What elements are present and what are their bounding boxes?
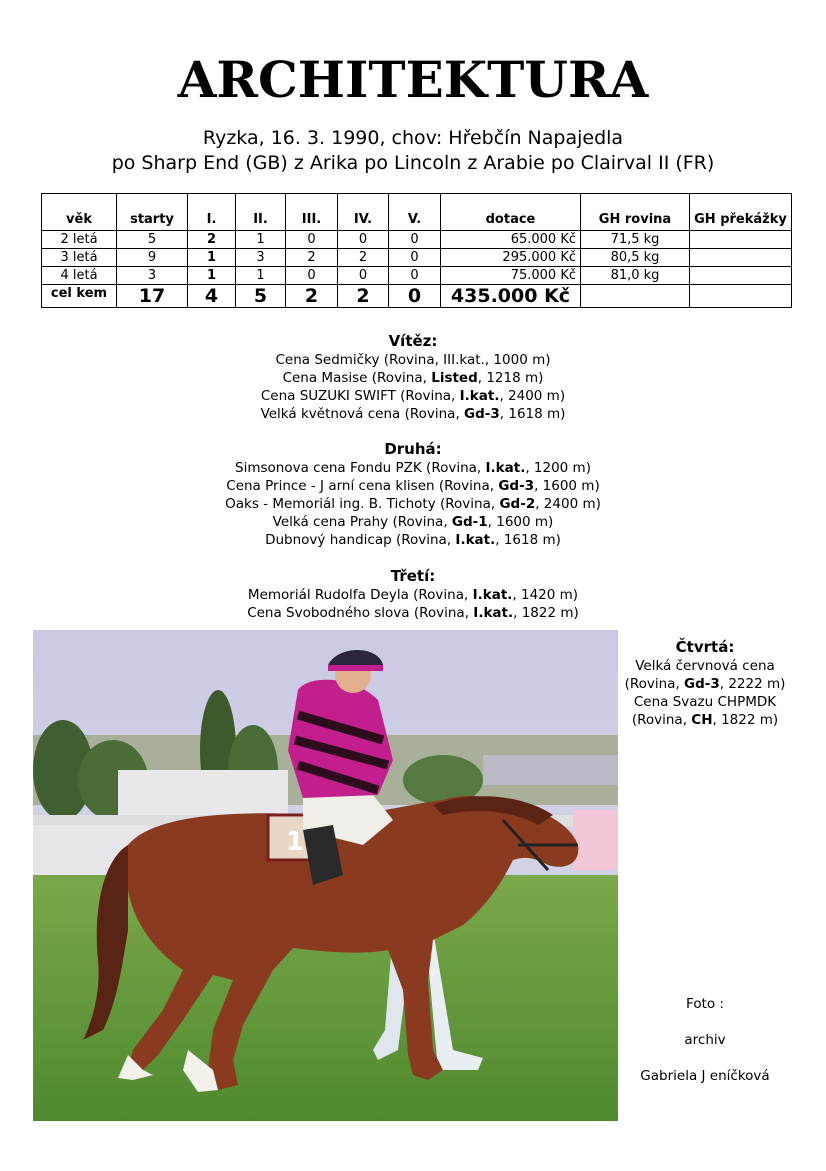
table-row [42, 231, 792, 249]
cell-first: 1 [188, 249, 236, 267]
total-starts: 17 [117, 285, 188, 308]
list-item: Dubnový handicap (Rovina, I.kat., 1618 m) [265, 532, 561, 548]
list-item: Memoriál Rudolfa Deyla (Rovina, I.kat., 1420 m) [247, 587, 579, 603]
list-item: Oaks - Memoriál ing. B. Tichoty (Rovina, Gd-2, 2400 m) [225, 496, 601, 512]
header-fourth: IV. [338, 194, 389, 231]
cell-fifth: 0 [389, 267, 441, 285]
cell-age: 4 letá [42, 267, 117, 285]
cell-prize: 75.000 Kč [441, 267, 581, 285]
second-heading: Druhá: [384, 440, 442, 458]
cell-prize: 295.000 Kč [441, 249, 581, 267]
total-prize: 435.000 Kč [441, 285, 581, 308]
cell-age: 3 letá [42, 249, 117, 267]
fourth-places-section [618, 637, 792, 729]
list-item: (Rovina, CH, 1822 m) [631, 712, 779, 728]
table-row [42, 267, 792, 285]
list-item: Simsonova cena Fondu PZK (Rovina, I.kat., 1200 m) [235, 460, 591, 476]
cell-first: 2 [188, 231, 236, 249]
header-fifth: V. [389, 194, 441, 231]
total-third: 2 [286, 285, 338, 308]
photo-credit-author: Gabriela J eníčková [640, 1068, 770, 1084]
list-item: Velká červnová cena [635, 658, 775, 674]
race-statistics-table [41, 193, 792, 308]
header-gh-jump: GH překážky [690, 194, 792, 231]
total-label: cel kem [42, 285, 117, 308]
table-total-row [42, 285, 792, 308]
cell-fifth: 0 [389, 249, 441, 267]
cell-third: 2 [286, 249, 338, 267]
list-item: Velká cena Prahy (Rovina, Gd-1, 1600 m) [272, 514, 554, 530]
photo-credit-source: archiv [684, 1032, 726, 1048]
horse-pedigree: po Sharp End (GB) z Arika po Lincoln z Arabie po Clairval II (FR) [111, 152, 715, 174]
list-item: Cena Svazu CHPMDK [633, 694, 777, 710]
saddle-cloth-number: 1 [285, 827, 305, 857]
fourth-heading: Čtvrtá: [675, 638, 735, 656]
table-header-row [42, 194, 792, 231]
total-gh-flat [581, 285, 690, 308]
cell-starts: 3 [117, 267, 188, 285]
header-second: II. [236, 194, 286, 231]
cell-third: 0 [286, 267, 338, 285]
total-first: 4 [188, 285, 236, 308]
cell-gh-jump [690, 267, 792, 285]
cell-third: 0 [286, 231, 338, 249]
cell-second: 3 [236, 249, 286, 267]
header-age: věk [42, 194, 117, 231]
list-item: Cena Masise (Rovina, Listed, 1218 m) [282, 370, 544, 386]
third-heading: Třetí: [390, 567, 436, 585]
photo-credit-label: Foto : [686, 996, 724, 1012]
wins-section [0, 331, 826, 423]
table-row [42, 249, 792, 267]
list-item: Cena Prince - J arní cena klisen (Rovina, Gd-3, 1600 m) [226, 478, 600, 494]
cell-fourth: 0 [338, 231, 389, 249]
cell-starts: 5 [117, 231, 188, 249]
header-prize: dotace [441, 194, 581, 231]
list-item: (Rovina, Gd-3, 2222 m) [624, 676, 786, 692]
cell-fifth: 0 [389, 231, 441, 249]
horse-name-title: ARCHITEKTURA [177, 50, 649, 109]
header-gh-flat: GH rovina [581, 194, 690, 231]
cell-second: 1 [236, 267, 286, 285]
cell-fourth: 0 [338, 267, 389, 285]
cell-prize: 65.000 Kč [441, 231, 581, 249]
cell-gh-jump [690, 231, 792, 249]
cell-starts: 9 [117, 249, 188, 267]
cell-fourth: 2 [338, 249, 389, 267]
list-item: Velká květnová cena (Rovina, Gd-3, 1618 m) [260, 406, 566, 422]
cell-gh-flat: 71,5 kg [581, 231, 690, 249]
list-item: Cena Svobodného slova (Rovina, I.kat., 1822 m) [247, 605, 579, 621]
list-item: Cena SUZUKI SWIFT (Rovina, I.kat., 2400 m) [260, 388, 566, 404]
cell-second: 1 [236, 231, 286, 249]
list-item: Cena Sedmičky (Rovina, III.kat., 1000 m) [275, 352, 551, 368]
total-fifth: 0 [389, 285, 441, 308]
total-second: 5 [236, 285, 286, 308]
cell-gh-jump [690, 249, 792, 267]
horse-birth-breeder: Ryzka, 16. 3. 1990, chov: Hřebčín Napajedla [202, 127, 624, 149]
header-first: I. [188, 194, 236, 231]
cell-gh-flat: 80,5 kg [581, 249, 690, 267]
cell-age: 2 letá [42, 231, 117, 249]
header-third: III. [286, 194, 338, 231]
horse-photo [33, 630, 618, 1121]
total-fourth: 2 [338, 285, 389, 308]
total-gh-jump [690, 285, 792, 308]
wins-heading: Vítěz: [388, 332, 438, 350]
cell-first: 1 [188, 267, 236, 285]
third-places-section [0, 566, 826, 622]
second-places-section [0, 439, 826, 549]
cell-gh-flat: 81,0 kg [581, 267, 690, 285]
header-starts: starty [117, 194, 188, 231]
